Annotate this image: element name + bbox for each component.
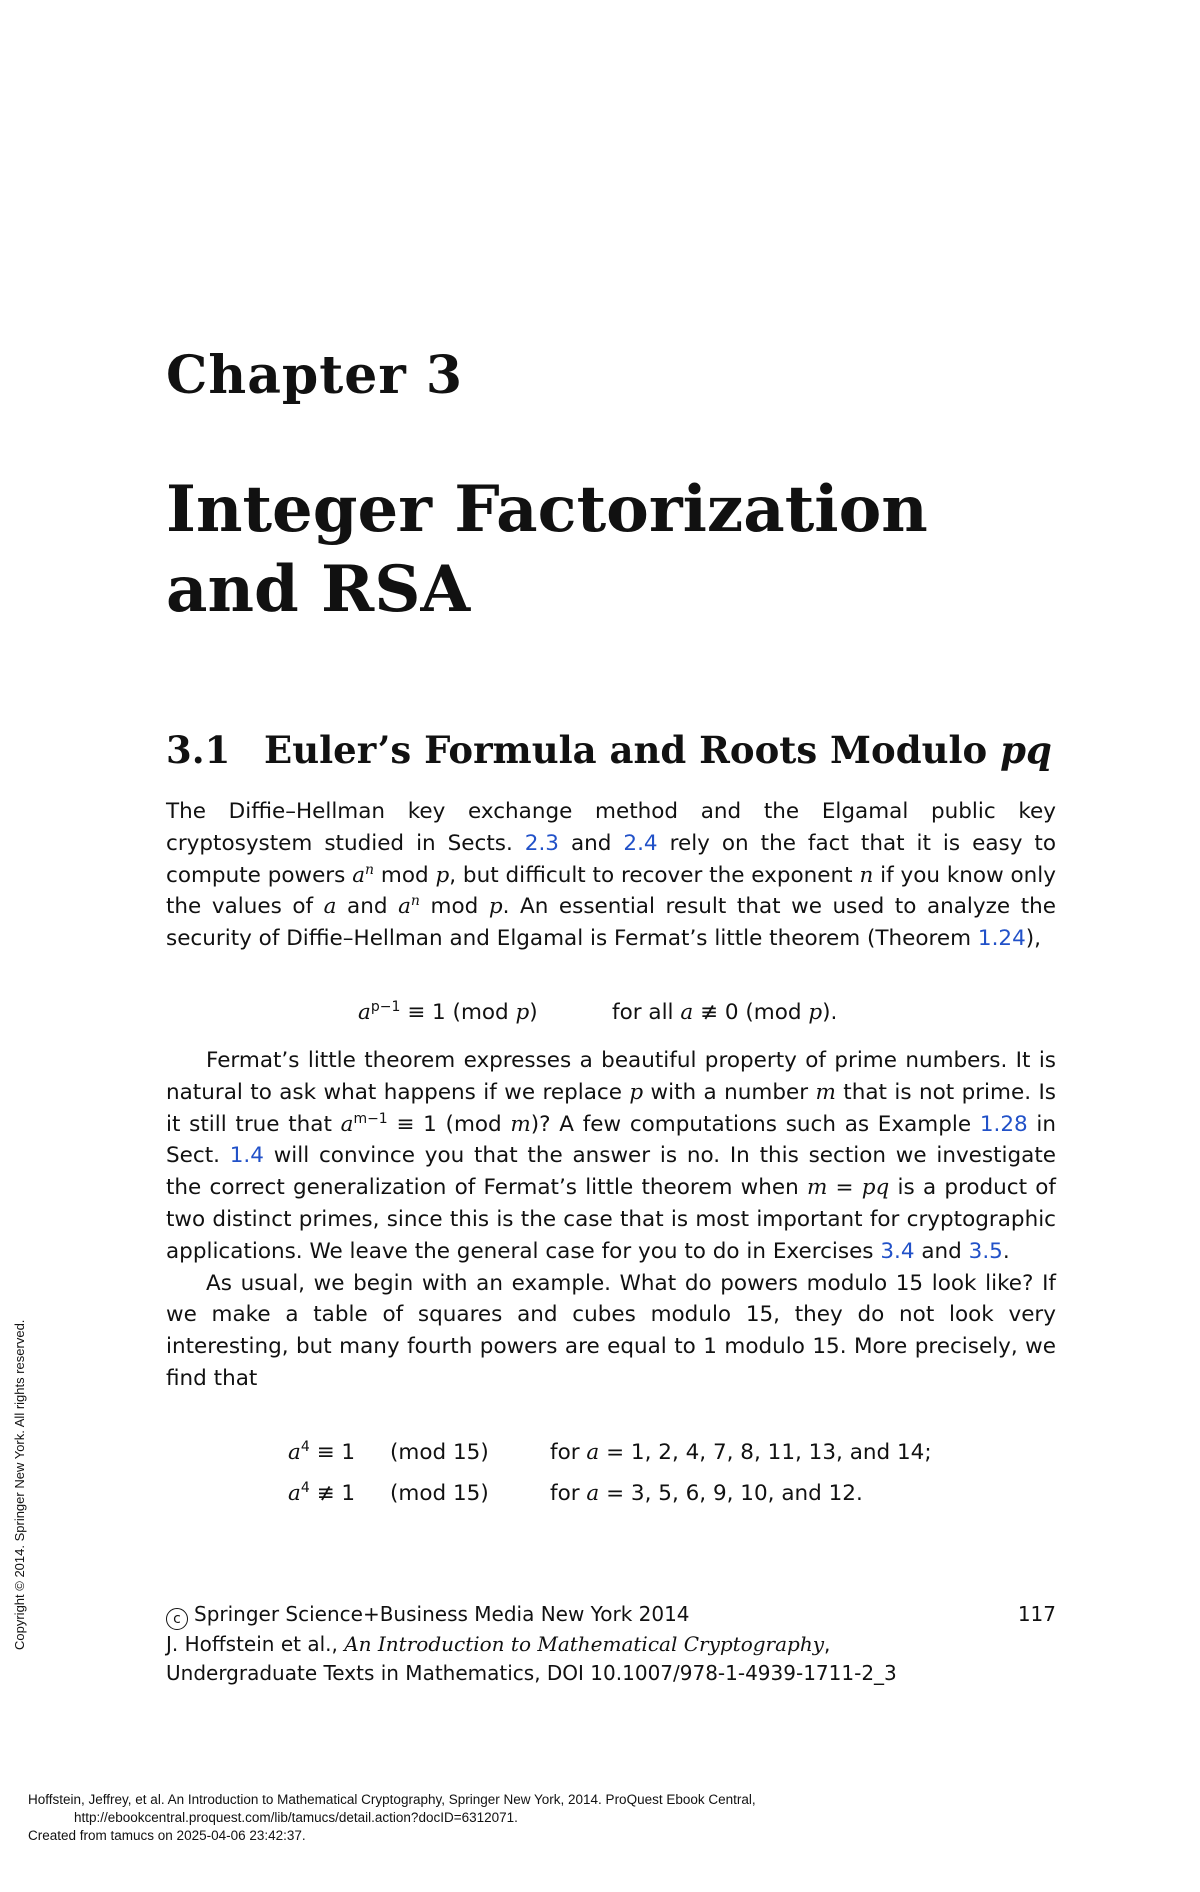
text-span: that is not prime. Is it still true that bbox=[166, 1079, 1056, 1137]
equation-fermat-condition: for all a ≢ 0 (mod p). bbox=[612, 1000, 838, 1025]
proquest-line1: Hoffstein, Jeffrey, et al. An Introduction to Mathematical Cryptography, Springer New York, 2014. ProQuest Ebook Central, bbox=[28, 1792, 756, 1807]
text-span: mod bbox=[419, 894, 489, 920]
proquest-created: Created from tamucs on 2025-04-06 23:42:37. bbox=[28, 1828, 306, 1843]
text-span: and bbox=[914, 1238, 969, 1264]
text-span: = 3, 5, 6, 9, 10, and 12. bbox=[599, 1481, 863, 1506]
section-title-variable: pq bbox=[1000, 728, 1052, 772]
text-span: . An essential result that we used to analyze the security of Diffie–Hellman and Elgamal is Fermat’s little theorem (Theorem bbox=[166, 894, 1056, 952]
body-text-2 bbox=[166, 1045, 1056, 1395]
ref-exercise-3-5[interactable]: 3.5 bbox=[968, 1238, 1003, 1264]
text-span: , bbox=[824, 1632, 831, 1656]
paragraph-1: The Diffie–Hellman key exchange method and the Elgamal public key cryptosystem studied in Sects. 2.3 and 2.4 rely on the fact that it is easy to compute powers $a^n$ mod p, but difficult to recover the exponent n if you know only the values of a and $a^n$ mod p. An essential result that we used to analyze the security of Diffie–Hellman and Elgamal is Fermat’s little theorem (Theorem 1.24), bbox=[166, 799, 1056, 952]
text-span: if you know only the values of bbox=[166, 862, 1056, 920]
text-span: = 1, 2, 4, 7, 8, 11, 13, and 14; bbox=[599, 1440, 932, 1465]
text-span: ), bbox=[1025, 926, 1042, 952]
text-span: ). bbox=[822, 1000, 838, 1025]
footer-copyright: Springer Science+Business Media New York 2014 bbox=[194, 1602, 690, 1626]
chapter-label: Chapter 3 bbox=[166, 345, 464, 406]
chapter-title-line2: and RSA bbox=[166, 552, 471, 627]
text-span: and bbox=[336, 894, 399, 920]
text-span: )? A few computations such as Example bbox=[530, 1111, 980, 1137]
text-span: will convince you that the answer is no. In this section we investigate the correct generalization of Fermat’s little theorem when bbox=[166, 1143, 1056, 1201]
footer-doi-row: Undergraduate Texts in Mathematics, DOI 10.1007/978-1-4939-1711-2_3 bbox=[166, 1661, 897, 1685]
text-span: for all bbox=[612, 1000, 681, 1025]
equation-fourth-powers-row2: $a^4$ ≢ 1 bbox=[288, 1479, 356, 1506]
footer-citation-row bbox=[166, 1630, 1056, 1659]
text-span: , but difficult to recover the exponent bbox=[449, 862, 860, 888]
text-span: ≢ 1 bbox=[309, 1481, 356, 1506]
text-span: for bbox=[550, 1440, 587, 1465]
section-title: Euler’s Formula and Roots Modulo bbox=[264, 728, 1001, 772]
sidebar-copyright: Copyright © 2014. Springer New York. All rights reserved. bbox=[12, 1319, 27, 1650]
chapter-title bbox=[166, 470, 928, 630]
text-span: for bbox=[550, 1481, 587, 1506]
equation-exponent: m−1 bbox=[353, 1110, 388, 1127]
section-heading bbox=[166, 728, 1052, 772]
text-span: in Sect. bbox=[166, 1111, 1057, 1169]
paragraph-3: As usual, we begin with an example. What do powers modulo 15 look like? If we make a table of squares and cubes modulo 15, they do not look very interesting, but many fourth powers are equal to 1 modulo 15. More precisely, we find that bbox=[166, 1270, 1056, 1391]
text-span: = bbox=[827, 1175, 862, 1201]
footer-copyright-row bbox=[166, 1600, 1056, 1630]
text-span: ≡ 1 bbox=[309, 1440, 356, 1465]
page-footer bbox=[166, 1600, 1056, 1688]
text-span: with a number bbox=[643, 1079, 816, 1105]
proquest-url[interactable]: http://ebookcentral.proquest.com/lib/tamucs/detail.action?docID=6312071. bbox=[74, 1810, 518, 1825]
text-span: is a product of two distinct primes, since this is the case that is most important for cryptographic applications. We leave the general case for you to do in Exercises bbox=[166, 1175, 1056, 1264]
paragraph-2: Fermat’s little theorem expresses a beautiful property of prime numbers. It is natural to ask what happens if we replace p with a number m that is not prime. Is it still true that $a^{m-1} \equiv 1$ (mod m)? A few computations such as Example 1.28 in Sect. 1.4 will convince you that the answer is no. In this section we investigate the correct generalization of Fermat’s little theorem when m = pq is a product of two distinct primes, since this is the case that is most important for cryptographic applications. We leave the general case for you to do in Exercises 3.4 and 3.5. bbox=[166, 1048, 1057, 1264]
ref-theorem-1-24[interactable]: 1.24 bbox=[977, 926, 1026, 952]
equation-row2-mod: (mod 15) bbox=[390, 1481, 489, 1506]
text-span: Fermat’s little theorem expresses a beautiful property of prime numbers. It is natural to ask what happens if we replace bbox=[166, 1048, 1056, 1105]
text-span: and bbox=[559, 830, 624, 856]
ref-sect-1-4[interactable]: 1.4 bbox=[229, 1143, 264, 1169]
ref-exercise-3-4[interactable]: 3.4 bbox=[880, 1238, 915, 1264]
page-number: 117 bbox=[1017, 1602, 1056, 1626]
section-number: 3.1 bbox=[166, 728, 231, 772]
equation-row2-condition: for a = 3, 5, 6, 9, 10, and 12. bbox=[550, 1481, 863, 1506]
text-span: The Diffie–Hellman key exchange method and the Elgamal public key cryptosystem studied in Sects. bbox=[166, 799, 1056, 856]
footer-book-title: An Introduction to Mathematical Cryptography bbox=[344, 1632, 825, 1656]
ref-sect-2-3[interactable]: 2.3 bbox=[524, 830, 559, 856]
chapter-title-line1: Integer Factorization bbox=[166, 472, 928, 547]
text-span: ≢ 0 (mod bbox=[693, 1000, 809, 1025]
equation-row1-mod: (mod 15) bbox=[390, 1440, 489, 1465]
text-span: ≡ 1 (mod bbox=[387, 1111, 511, 1137]
proquest-citation bbox=[28, 1791, 756, 1845]
text-span: rely on the fact that it is easy to compute powers bbox=[166, 830, 1056, 888]
text-span: ) bbox=[529, 1000, 538, 1025]
text-span: mod bbox=[374, 862, 436, 888]
copyright-icon: c bbox=[166, 1608, 188, 1630]
equation-exponent: p−1 bbox=[370, 998, 401, 1015]
equation-row1-condition: for a = 1, 2, 4, 7, 8, 11, 13, and 14; bbox=[550, 1440, 932, 1465]
footer-authors: J. Hoffstein et al., bbox=[166, 1632, 345, 1656]
text-span: ≡ 1 (mod bbox=[400, 1000, 516, 1025]
equation-fermat: $a^{p-1} \equiv 1$ (mod p) bbox=[358, 998, 538, 1025]
equation-fourth-powers-row1: $a^4 \equiv 1$ bbox=[288, 1438, 356, 1465]
text-span: . bbox=[1002, 1238, 1010, 1264]
body-text-1 bbox=[166, 796, 1056, 955]
ref-sect-2-4[interactable]: 2.4 bbox=[623, 830, 658, 856]
ref-example-1-28[interactable]: 1.28 bbox=[979, 1111, 1028, 1137]
